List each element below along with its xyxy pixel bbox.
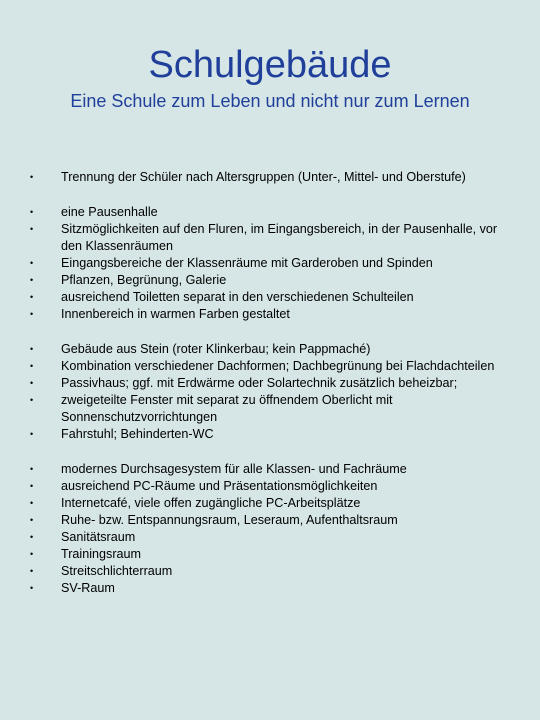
bullet-icon: • xyxy=(30,583,34,594)
bullet-text: Passivhaus; ggf. mit Erdwärme oder Solartechnik zusätzlich beheizbar; xyxy=(61,376,458,391)
slide-subtitle: Eine Schule zum Leben und nicht nur zum Lernen xyxy=(70,91,470,111)
bullet-group-2 xyxy=(30,204,510,322)
bullet-icon: • xyxy=(30,481,34,492)
bullet-icon: • xyxy=(30,308,34,319)
bullet-icon: • xyxy=(30,172,34,182)
bullet-icon: • xyxy=(30,515,34,526)
bullet-icon: • xyxy=(30,549,34,560)
bullet-icon: • xyxy=(30,291,34,302)
bullet-text: Eingangsbereiche der Klassenräume mit Garderoben und Spinden xyxy=(61,255,433,270)
bullet-icon: • xyxy=(30,566,34,577)
bullet-item xyxy=(30,478,510,494)
bullet-icon: • xyxy=(30,428,34,439)
bullet-item xyxy=(30,204,510,220)
bullet-item xyxy=(30,563,510,579)
bullet-text: Gebäude aus Stein (roter Klinkerbau; kein Pappmaché) xyxy=(61,342,371,357)
bullet-icon: • xyxy=(30,395,34,406)
bullet-text: ausreichend Toiletten separat in den verschiedenen Schulteilen xyxy=(61,289,414,304)
bullet-text: Sitzmöglichkeiten auf den Fluren, im Eingangsbereich, in der Pausenhalle, vor den Klassenräumen xyxy=(61,222,498,253)
bullet-item xyxy=(30,272,510,288)
bullet-text: ausreichend PC-Räume und Präsentationsmöglichkeiten xyxy=(61,479,378,494)
bullet-icon: • xyxy=(30,361,34,372)
bullet-item xyxy=(30,546,510,562)
bullet-icon: • xyxy=(30,344,34,355)
bullet-icon: • xyxy=(30,257,34,268)
bullet-item xyxy=(30,392,510,425)
bullet-text: Pflanzen, Begrünung, Galerie xyxy=(61,272,227,287)
bullet-item xyxy=(30,255,510,271)
bullet-text: eine Pausenhalle xyxy=(61,205,158,220)
bullet-item xyxy=(30,306,510,322)
bullet-text: Internetcafé, viele offen zugängliche PC-Arbeitsplätze xyxy=(61,496,361,511)
bullet-text: SV-Raum xyxy=(61,581,115,596)
bullet-item xyxy=(30,495,510,511)
bullet-text: Sanitätsraum xyxy=(61,530,136,545)
bullet-groups xyxy=(30,169,510,615)
bullet-item xyxy=(30,426,510,442)
bullet-item xyxy=(30,375,510,391)
bullet-text: zweigeteilte Fenster mit separat zu öffnendem Oberlicht mit Sonnenschutzvorrichtungen xyxy=(61,393,393,424)
bullet-item xyxy=(30,529,510,545)
bullet-item xyxy=(30,221,510,254)
bullet-icon: • xyxy=(30,532,34,543)
bullet-text: Fahrstuhl; Behinderten-WC xyxy=(61,426,214,441)
bullet-item xyxy=(30,341,510,357)
bullet-item xyxy=(30,289,510,305)
bullet-icon: • xyxy=(30,498,34,509)
bullet-icon: • xyxy=(30,224,34,235)
bullet-text: Innenbereich in warmen Farben gestaltet xyxy=(61,306,290,321)
bullet-item xyxy=(30,461,510,477)
bullet-text: Trennung der Schüler nach Altersgruppen (Unter-, Mittel- und Oberstufe) xyxy=(61,170,466,184)
bullet-item xyxy=(30,512,510,528)
bullet-icon: • xyxy=(30,274,34,285)
bullet-group-1 xyxy=(30,169,510,185)
bullet-text: Ruhe- bzw. Entspannungsraum, Leseraum, Aufenthaltsraum xyxy=(61,513,398,528)
bullet-group-3 xyxy=(30,341,510,442)
bullet-icon: • xyxy=(30,378,34,389)
bullet-icon: • xyxy=(30,464,34,475)
bullet-text: Trainingsraum xyxy=(61,547,142,562)
bullet-text: Streitschlichterraum xyxy=(61,564,173,579)
bullet-group-4 xyxy=(30,461,510,596)
bullet-item xyxy=(30,580,510,596)
bullet-icon: • xyxy=(30,207,34,218)
bullet-item xyxy=(30,169,510,185)
bullet-text: modernes Durchsagesystem für alle Klassen- und Fachräume xyxy=(61,462,407,477)
slide-title: Schulgebäude xyxy=(148,44,392,86)
bullet-item xyxy=(30,358,510,374)
bullet-text: Kombination verschiedener Dachformen; Dachbegrünung bei Flachdachteilen xyxy=(61,359,495,374)
